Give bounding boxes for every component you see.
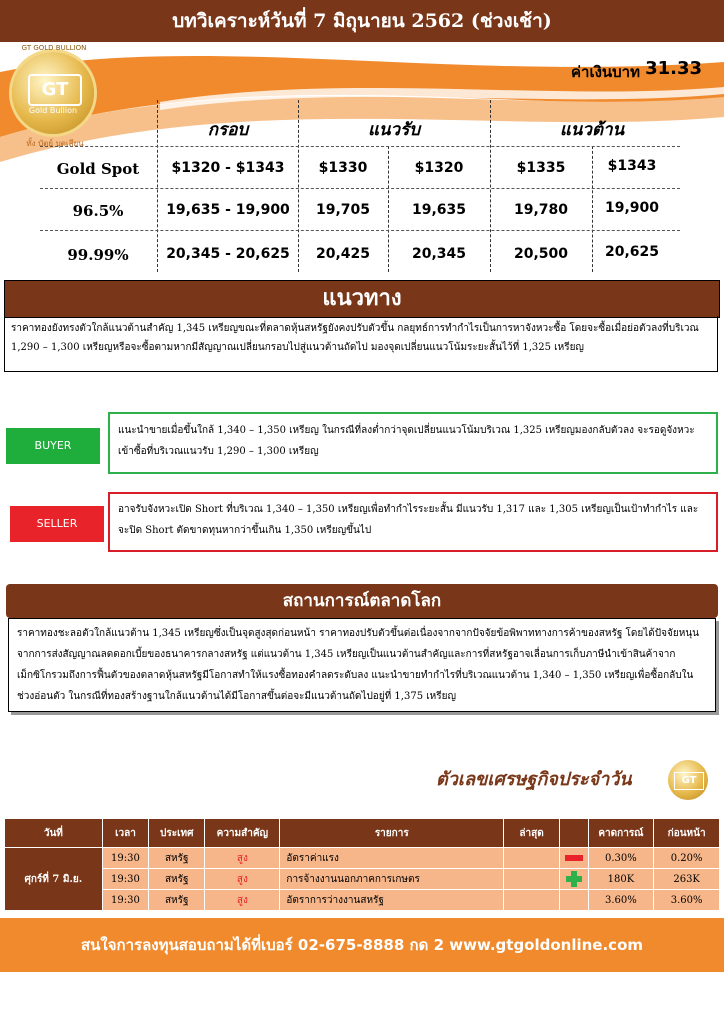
econ-importance: สูง [205,890,280,911]
econ-day: ศุกร์ที่ 7 มิ.ย. [5,848,103,911]
econ-item: อัตราการว่างงานสหรัฐ [280,890,504,911]
econ-time: 19:30 [102,848,148,869]
econ-previous: 263K [654,869,720,890]
cell-range: $1320 - $1343 [171,160,285,176]
econ-importance: สูง [205,869,280,890]
buyer-badge: BUYER [6,428,100,464]
buyer-text: แนะนำขายเมื่อขึ้นใกล้ 1,340 – 1,350 เหรียญ ในกรณีที่ลงต่ำกว่าจุดเปลี่ยนแนวโน้มบริเวณ 1,325 เหรียญมองกลับตัวลง จะรอดูจังหวะเข้าซื้อที่บริเวณแนวรับ 1,290 – 1,300 เหรียญ [108,412,718,474]
table-row [5,890,720,911]
econ-forecast: 0.30% [588,848,654,869]
cell-support-1: 20,425 [315,246,371,262]
seller-badge: SELLER [10,506,104,542]
col-previous: ก่อนหน้า [654,819,720,848]
cell-resistance-2: $1343 [607,158,657,174]
guide-heading: แนวทาง [4,280,720,318]
cell-range: 19,635 - 19,900 [166,202,290,218]
cell-resistance-2: 19,900 [604,200,660,216]
table-row [5,869,720,890]
econ-item: การจ้างงานนอกภาคการเกษตร [280,869,504,890]
table-rule [40,230,680,232]
econ-logo-mark: GT [674,772,704,790]
econ-signal [559,869,588,890]
logo-mark: GT [28,74,82,106]
econ-time: 19:30 [102,890,148,911]
minus-icon [565,855,583,861]
econ-forecast: 180K [588,869,654,890]
cell-range: 20,345 - 20,625 [166,246,290,262]
row-label: 96.5% [72,202,124,220]
econ-country: สหรัฐ [149,869,205,890]
col-time: เวลา [102,819,148,848]
econ-previous: 3.60% [654,890,720,911]
header-range: กรอบ [207,120,249,140]
fx-value: 31.33 [645,58,702,79]
guide-text: ราคาทองยังทรงตัวใกล้แนวต้านสำคัญ 1,345 เหรียญขณะที่ตลาดหุ้นสหรัฐยังคงปรับตัวขึ้น กลยุทธ์การทำกำไรเป็นการหาจังหวะซื้อ โดยจะซื้อเมื่อย่อตัวลงที่บริเวณ 1,290 – 1,300 เหรียญหรือจะซื้อตามหากมีสัญญาณเปลี่ยนกรอบไปสู่แนวต้านถัดไป มองจุดเปลี่ยนแนวโน้มระยะสั้นไว้ที่ 1,325 เหรียญ [4,316,718,372]
fx-label: ค่าเงินบาท [571,63,640,81]
col-importance: ความสำคัญ [205,819,280,848]
col-signal [559,819,588,848]
econ-signal [559,890,588,911]
econ-country: สหรัฐ [149,890,205,911]
table-rule [40,146,680,148]
header-support: แนวรับ [367,120,421,140]
cell-resistance-1: $1335 [516,160,566,176]
table-rule [40,188,680,190]
cell-support-1: $1330 [318,160,368,176]
col-country: ประเทศ [149,819,205,848]
logo-subtitle: Gold Bullion [28,106,78,115]
econ-item: อัตราค่าแรง [280,848,504,869]
col-item: รายการ [280,819,504,848]
col-date: วันที่ [5,819,103,848]
footer-contact: สนใจการลงทุนสอบถามได้ที่เบอร์ 02-675-8888 กด 2 www.gtgoldonline.com [0,918,724,972]
cell-support-2: $1320 [414,160,464,176]
econ-latest [504,890,560,911]
cell-support-2: 19,635 [411,202,467,218]
row-label: 99.99% [67,246,129,264]
logo-bottom-text: ทั้ง บัตย์ บุตเสียน [26,139,84,148]
econ-header-row [5,819,720,848]
col-forecast: คาดการณ์ [588,819,654,848]
logo-arc-text: GT GOLD BULLION [21,44,87,52]
econ-latest [504,869,560,890]
cell-support-1: 19,705 [315,202,371,218]
plus-icon [566,871,582,887]
econ-title: ตัวเลขเศรษฐกิจประจำวัน [436,769,632,790]
world-text: ราคาทองชะลอตัวใกล้แนวต้าน 1,345 เหรียญซึ่งเป็นจุดสูงสุดก่อนหน้า ราคาทองปรับตัวขึ้นต่อเนื่องจากจากปัจจัยข้อพิพาททางการค้าของสหรัฐ โดยได้ปัจจัยหนุนจากการส่งสัญญาณลดดอกเบี้ยของธนาคารกลางสหรัฐ แต่แนวต้าน 1,345 เหรียญเป็นแนวต้านสำคัญและการที่สหรัฐอาจเลื่อนการเก็บภาษีนำเข้าสินค้าจากเม็กซิโกรวมถึงการฟื้นตัวของตลาดหุ้นสหรัฐมีโอกาสทำให้แรงซื้อทองคำลดระดับลง แนะนำขายทำกำไรที่บริเวณแนวต้าน 1,340 – 1,350 เหรียญเพื่อซื้อกลับในช่วงอ่อนตัว ในกรณีที่ทองสร้างฐานใกล้แนวต้านได้มีโอกาสขึ้นต่อจะมีแนวต้านถัดไปอยู่ที่ 1,375 เหรียญ [8,618,716,712]
col-latest: ล่าสุด [504,819,560,848]
cell-resistance-1: 20,500 [513,246,569,262]
cell-resistance-1: 19,780 [513,202,569,218]
econ-country: สหรัฐ [149,848,205,869]
econ-previous: 0.20% [654,848,720,869]
econ-forecast: 3.60% [588,890,654,911]
cell-support-2: 20,345 [411,246,467,262]
cell-resistance-2: 20,625 [604,244,660,260]
econ-table [4,818,720,911]
header-resistance: แนวต้าน [559,120,625,140]
econ-signal [559,848,588,869]
econ-importance: สูง [205,848,280,869]
row-label: Gold Spot [56,160,140,178]
econ-time: 19:30 [102,869,148,890]
page-title: บทวิเคราะห์วันที่ 7 มิถุนายน 2562 (ช่วงเช้า) [0,0,724,42]
seller-text: อาจรับจังหวะเปิด Short ที่บริเวณ 1,340 – 1,350 เหรียญเพื่อทำกำไรระยะสั้น มีแนวรับ 1,317 และ 1,305 เหรียญเป็นเป้าทำกำไร และจะปิด Short ตัดขาดทุนหากว่าขึ้นเกิน 1,350 เหรียญขึ้นไป [108,492,718,552]
world-heading: สถานการณ์ตลาดโลก [6,584,718,618]
table-row [5,848,720,869]
econ-latest [504,848,560,869]
